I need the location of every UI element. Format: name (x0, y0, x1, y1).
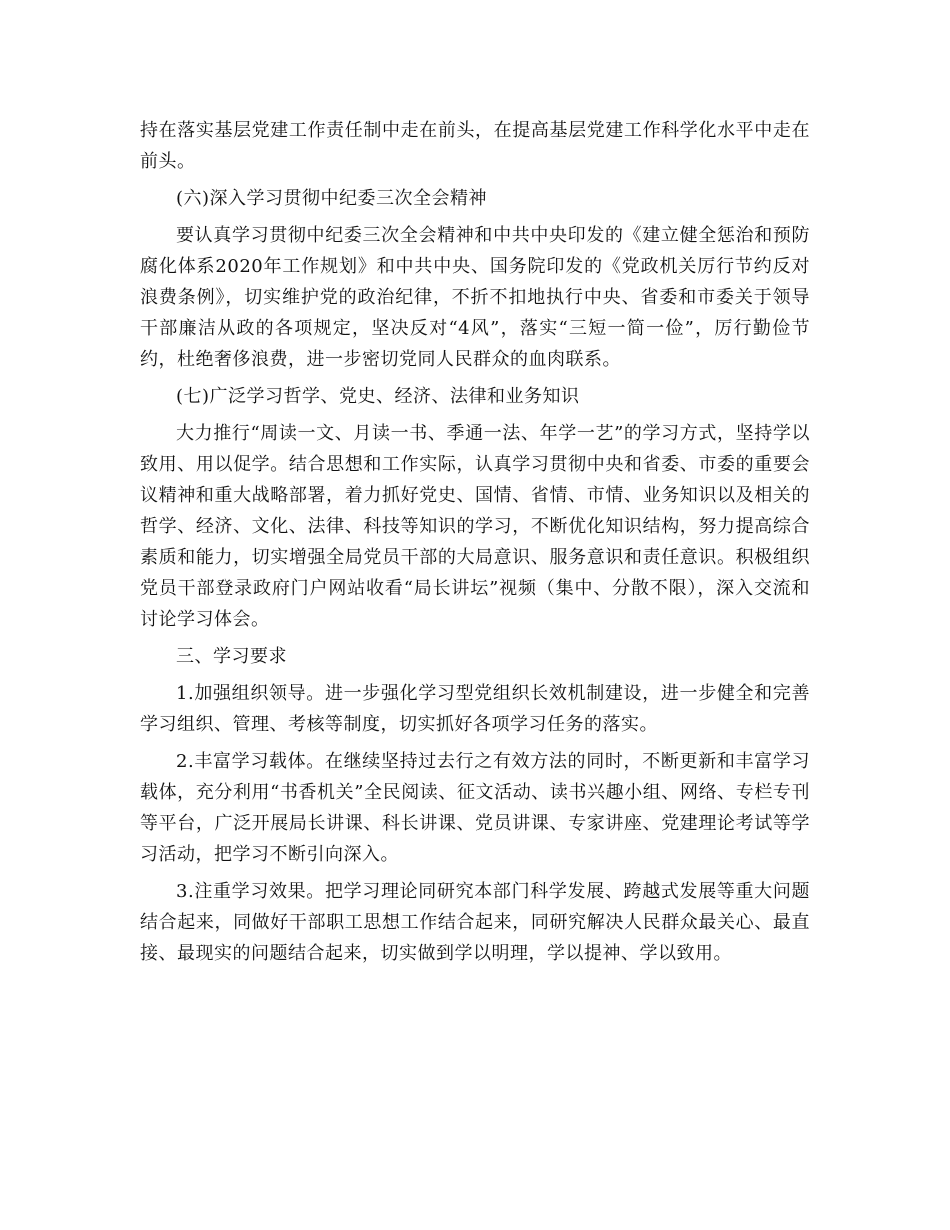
section-heading-requirements: 三、学习要求 (176, 646, 287, 667)
paragraph-continuation: 持在落实基层党建工作责任制中走在前头，在提高基层党建工作科学化水平中走在前头。 (140, 120, 810, 172)
paragraph-requirement-3: 3.注重学习效果。把学习理论同研究本部门科学发展、跨越式发展等重大问题结合起来，同做好干部职工思想工作结合起来，同研究解决人民群众最关心、最直接、最现实的问题结合起来，切实做到学以明理，学以提神、学以致用。 (140, 881, 810, 964)
paragraph-requirement-1: 1.加强组织领导。进一步强化学习型党组织长效机制建设，进一步健全和完善学习组织、管理、考核等制度，切实抓好各项学习任务的落实。 (140, 683, 810, 735)
paragraph-study-knowledge: 大力推行“周读一文、月读一书、季通一法、年学一艺”的学习方式，坚持学以致用、用以促学。结合思想和工作实际，认真学习贯彻中央和省委、市委的重要会议精神和重大战略部署，着力抓好党史、国情、省情、市情、业务知识以及相关的哲学、经济、文化、法律、科技等知识的学习，不断优化知识结构，努力提高综合素质和能力，切实增强全局党员干部的大局意识、服务意识和责任意识。积极组织党员干部登录政府门户网站收看“局长讲坛”视频（集中、分散不限），深入交流和讨论学习体会。 (140, 423, 810, 630)
paragraph-requirement-2: 2.丰富学习载体。在继续坚持过去行之有效方法的同时，不断更新和丰富学习载体，充分利用“书香机关”全民阅读、征文活动、读书兴趣小组、网络、专栏专刊等平台，广泛开展局长讲课、科长讲课、党员讲课、专家讲座、党建理论考试等学习活动，把学习不断引向深入。 (140, 751, 810, 865)
section-heading-seven: (七)广泛学习哲学、党史、经济、法律和业务知识 (176, 386, 580, 407)
paragraph-discipline: 要认真学习贯彻中纪委三次全会精神和中共中央印发的《建立健全惩治和预防腐化体系2020年工作规划》和中共中央、国务院印发的《党政机关厉行节约反对浪费条例》，切实维护党的政治纪律，不折不扣地执行中央、省委和市委关于领导干部廉洁从政的各项规定，坚决反对“4风”，落实“三短一简一俭”，厉行勤俭节约，杜绝奢侈浪费，进一步密切党同人民群众的血肉联系。 (140, 225, 810, 370)
section-heading-six: (六)深入学习贯彻中纪委三次全会精神 (176, 188, 488, 209)
